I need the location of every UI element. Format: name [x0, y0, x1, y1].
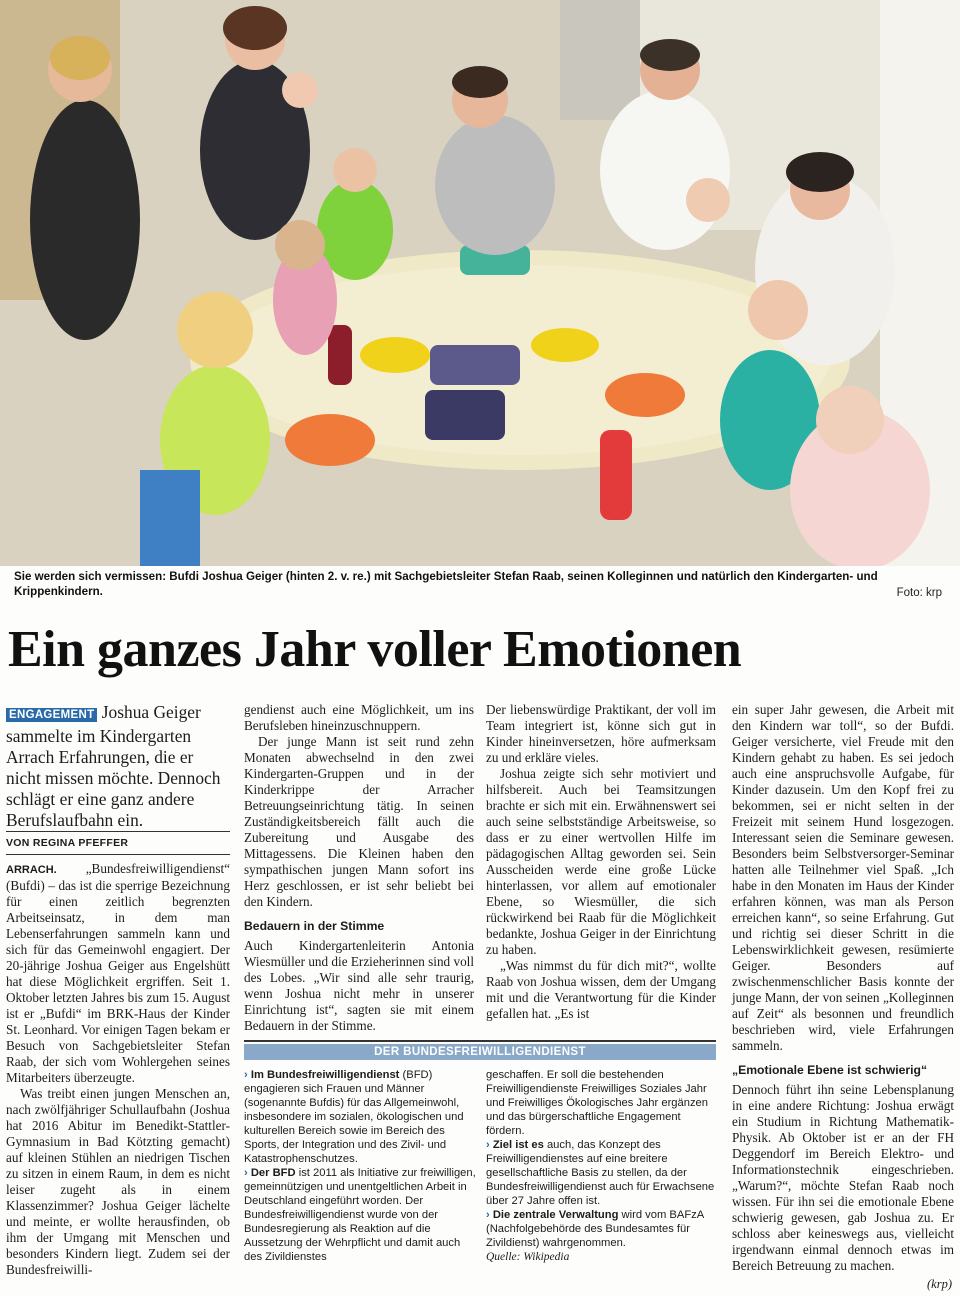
info-source: Quelle: Wikipedia: [486, 1251, 570, 1263]
info-item: › Im Bundesfreiwilligendienst (BFD) engagieren sich Frauen und Männer (sogenannte Bufdis) für das Allgemeinwohl, insbesondere im sozialen, ökologischen und kulturellen Bereich sowie im Bereich des Sports, der Integration und des Zivil- und Katastrophenschutzes.: [244, 1069, 464, 1165]
photo-caption: Sie werden sich vermissen: Bufdi Joshua Geiger (hinten 2. v. re.) mit Sachgebietsleiter Stefan Raab, seinen Kolleginnen und natürlich den Kindergarten- und Krippenkindern.: [14, 570, 878, 598]
author-byline: VON REGINA PFEFFER: [6, 831, 230, 855]
info-item: › Der BFD ist 2011 als Initiative zur freiwilligen, gemeinnützigen und unentgeltlichen Arbeit in Deutschland eingeführt worden. Der Bundesfreiwilligendienst wurde von der Bundesregierung als Reaktion auf die Aussetzung der Wehrpflicht und damit auch des Zivildienstes: [244, 1167, 476, 1263]
subheading: Bedauern in der Stimme: [244, 919, 385, 933]
dateline: ARRACH.: [6, 864, 57, 876]
info-item-continued: geschaffen. Er soll die bestehenden Freiwilligendienste Freiwilliges Soziales Jahr und Freiwilliges Ökologisches Jahr ergänzen und das bürgerschaftliche Engagement fördern.: [486, 1069, 708, 1137]
kicker-badge: ENGAGEMENT: [6, 708, 97, 722]
arrow-icon: ›: [244, 1167, 248, 1179]
info-box-column-2: [486, 1068, 716, 1264]
info-box-title: DER BUNDESFREIWILLIGENDIENST: [244, 1044, 716, 1060]
paragraph: Dennoch führt ihn seine Lebensplanung in eine andere Richtung: Joshua erwägt ein Studium in Richtung Mathematik-Physik. Ab Oktober ist er an der FH Deggendorf im Bereich Elektro- und Informationstechnik eingeschrieben. „Warum?“, möchte Stefan Raab noch wissen. Für ihn sei die emotionale Ebene schwierig gewesen, gab Joshua zu. Er schloss aber keineswegs aus, vielleicht irgendwann einmal dennoch etwas im Bereich Betreuung zu machen.: [732, 1082, 954, 1273]
group-photo: [0, 0, 960, 566]
arrow-icon: ›: [486, 1209, 490, 1221]
info-box: [244, 1040, 716, 1296]
paragraph: Der junge Mann ist seit rund zehn Monaten abwechselnd in den zwei Kindergarten-Gruppen und in der Kinderkrippe der Arracher Betreuungseinrichtung tätig. In seinen Zuständigkeitsbereich fällt auch die Zubereitung und Ausgabe des Mittagessens. Die Kleinen haben den sympathischen jungen Mann sofort ins Herz geschlossen, er ist sehr beliebt bei den Kindern.: [244, 734, 474, 909]
author-signature: (krp): [927, 1277, 952, 1291]
paragraph: „Was nimmst du für dich mit?“, wollte Raab von Joshua wissen, dem der Umgang mit und die Verantwortung für die Kinder gefallen hat. „Es ist: [486, 958, 716, 1021]
lead-text: Joshua Geiger sammelte im Kindergarten Arrach Erfahrungen, die er nicht missen möchte. Dennoch schlägt er eine ganz andere Berufslaufbahn ein.: [6, 702, 221, 830]
paragraph: Auch Kindergartenleiterin Antonia Wiesmüller und die Erzieherinnen sind voll des Lobes. „Wir sind alle sehr traurig, wenn Joshua nicht mehr in unserer Einrichtung ist“, sagten sie mit einem Bedauern in der Stimme.: [244, 938, 474, 1033]
arrow-icon: ›: [244, 1069, 248, 1081]
article-lead: [6, 702, 230, 831]
headline: Ein ganzes Jahr voller Emotionen: [8, 621, 742, 678]
article-column-2: [244, 702, 474, 1034]
paragraph: Joshua zeigte sich sehr motiviert und hilfsbereit. Auch bei Teamsitzungen brachte er sich mit ein. Erwähnenswert sei auch seine selbstständige Arbeitsweise, so dass er zu einer wertvollen Hilfe im pädagogischen Alltag geworden sei. Sein Ausscheiden werde eine große Lücke hinterlassen, vor allem auf emotionaler Ebene, so Wiesmüller, die sich rückwirkend bei Raab für die Möglichkeit bedankte, Joshua Geiger in der Einrichtung zu haben.: [486, 766, 716, 957]
arrow-icon: ›: [486, 1139, 490, 1151]
group-photo-illustration: [0, 0, 960, 566]
paragraph: ARRACH. „Bundesfreiwilligendienst“ (Bufdi) – das ist die sperrige Bezeichnung für einen zeitlich begrenzten Arbeitseinsatz, in dem man Lebenserfahrungen sammeln kann und sich für das Gemeinwohl engagiert. Der 20-jährige Joshua Geiger aus Engelshütt hat diese Möglichkeit ergriffen. Seit 1. Oktober letzten Jahres bis zum 15. August ist er „Bufdi“ im BRK-Haus der Kinder St. Leonhard. Vor einigen Tagen bekam er Besuch von Sachgebietsleiter Stefan Raab, der sich vom Wohlergehen seines Mitarbeiters überzeugte.: [6, 861, 230, 1085]
article-column-4: [732, 702, 954, 1274]
paragraph: Der liebenswürdige Praktikant, der voll im Team integriert ist, könne sich gut in Kinder hineinversetzen, höre aufmerksam zu und erkläre vieles.: [486, 702, 716, 765]
article-column-1: [6, 702, 230, 1278]
photo-credit: Foto: krp: [896, 587, 942, 599]
paragraph: gendienst auch eine Möglichkeit, um ins Berufsleben hineinzuschnuppern.: [244, 702, 474, 733]
info-item: › Ziel ist es auch, das Konzept des Freiwilligendienstes auf eine breitere gesellschaftliche Basis zu stellen, da der Bundesfreiwilligendienst auch für Erwachsene über 27 Jahre offen ist.: [486, 1139, 715, 1207]
paragraph: Was treibt einen jungen Menschen an, nach zwölfjähriger Schullaufbahn (Joshua hat 2016 Abitur im Benedikt-Stattler-Gymnasium in Bad Kötzting gemacht) auf kleinen Stühlen an niedrigen Tischen zu sitzen in einem Raum, in dem es nicht leiser zugeht als in einem Klassenzimmer? Joshua Geiger lächelte und meinte, er wollte herausfinden, ob ihm der Umgang mit Menschen und besonders Kindern liegt. Zudem sei der Bundesfreiwilli-: [6, 1086, 230, 1277]
info-box-column-1: [244, 1068, 476, 1264]
article-column-3: [486, 702, 716, 1022]
info-item: › Die zentrale Verwaltung wird vom BAFzA (Nachfolgebehörde des Bundesamtes für Zivildienst) wahrgenommen.: [486, 1209, 704, 1249]
paragraph: ein super Jahr gewesen, die Arbeit mit den Kindern war toll“, so der Bufdi. Geiger versicherte, viel Freude mit den Kindern gehabt zu haben. Es sei jedoch auch eine anspruchsvolle Aufgabe, für Kinder dazusein. Um den Kopf frei zu bekommen, sei er nicht selten in der Freizeit mit seinem Hund losgezogen. Interessant seien die Seminare gewesen. Besonders beim Selbstversorger-Seminar hatten alle Teilnehmer viel Spaß. „Ich habe in den Monaten im Haus der Kinder erfahren können, was man als Person erreichen kann“, so seine Erfahrung. Gut und richtig sei dieser Schritt in die Lebenswirklichkeit gewesen, resümierte Geiger. Besonders auf zwischenmenschlicher Basis konnte der junge Mann, der von seinen „Kolleginnen auf Zeit“ als besonnen und freundlich beschrieben wird, viele Erfahrungen sammeln.: [732, 702, 954, 1053]
subheading: „Emotionale Ebene ist schwierig“: [732, 1063, 928, 1077]
